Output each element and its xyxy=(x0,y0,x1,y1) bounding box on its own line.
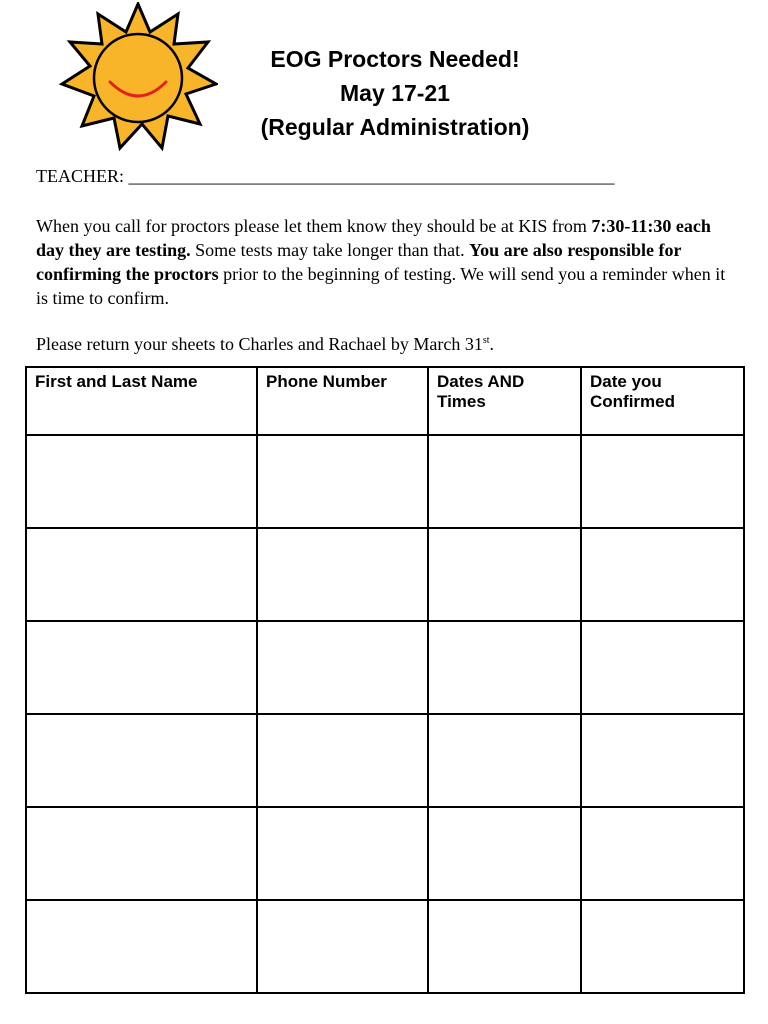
instructions-bold-hours: 7:30-11:30 each day they are testing. xyxy=(36,216,711,260)
instructions-paragraph xyxy=(36,214,736,310)
title-line-1: EOG Proctors Needed! xyxy=(270,46,520,72)
return-note-ordinal: st xyxy=(482,335,490,346)
cell-confirmed[interactable] xyxy=(581,714,744,807)
page-title xyxy=(230,42,560,144)
return-note xyxy=(36,334,494,355)
cell-name[interactable] xyxy=(26,807,257,900)
cell-confirmed[interactable] xyxy=(581,528,744,621)
proctor-signup-table xyxy=(25,366,745,994)
return-note-end: . xyxy=(489,334,495,354)
cell-phone[interactable] xyxy=(257,807,428,900)
cell-phone[interactable] xyxy=(257,621,428,714)
cell-confirmed[interactable] xyxy=(581,435,744,528)
cell-dates[interactable] xyxy=(428,621,581,714)
cell-dates[interactable] xyxy=(428,900,581,993)
cell-confirmed[interactable] xyxy=(581,621,744,714)
header-date-confirmed: Date you Confirmed xyxy=(581,367,744,435)
table-row xyxy=(26,714,744,807)
instructions-bold-responsibility: You are also responsible for confirming the proctors xyxy=(36,240,682,284)
cell-phone[interactable] xyxy=(257,435,428,528)
table-row xyxy=(26,621,744,714)
header-name: First and Last Name xyxy=(26,367,257,435)
cell-name[interactable] xyxy=(26,435,257,528)
instructions-text-2: Some tests may take longer than that. xyxy=(190,240,470,260)
cell-dates[interactable] xyxy=(428,435,581,528)
table-body xyxy=(26,435,744,993)
cell-phone[interactable] xyxy=(257,714,428,807)
table-row xyxy=(26,807,744,900)
table-row xyxy=(26,900,744,993)
cell-phone[interactable] xyxy=(257,528,428,621)
instructions-text-1: When you call for proctors please let them know they should be at KIS from xyxy=(36,216,592,236)
cell-name[interactable] xyxy=(26,528,257,621)
header-phone: Phone Number xyxy=(257,367,428,435)
header-dates-times: Dates AND Times xyxy=(428,367,581,435)
cell-name[interactable] xyxy=(26,621,257,714)
cell-dates[interactable] xyxy=(428,714,581,807)
title-line-2: May 17-21 xyxy=(340,80,450,106)
title-line-3: (Regular Administration) xyxy=(260,114,530,140)
cell-name[interactable] xyxy=(26,714,257,807)
cell-dates[interactable] xyxy=(428,807,581,900)
table-header-row xyxy=(26,367,744,435)
smiling-sun-icon xyxy=(58,2,218,152)
instructions-text-3: prior to the beginning of testing. We will send you a reminder when it is time to confirm. xyxy=(36,264,726,308)
cell-phone[interactable] xyxy=(257,900,428,993)
return-note-text: Please return your sheets to Charles and Rachael by March 31 xyxy=(36,334,483,354)
cell-name[interactable] xyxy=(26,900,257,993)
table-row xyxy=(26,528,744,621)
cell-dates[interactable] xyxy=(428,528,581,621)
cell-confirmed[interactable] xyxy=(581,807,744,900)
cell-confirmed[interactable] xyxy=(581,900,744,993)
table-row xyxy=(26,435,744,528)
teacher-field: TEACHER: ______________________________________________________ xyxy=(36,166,615,186)
